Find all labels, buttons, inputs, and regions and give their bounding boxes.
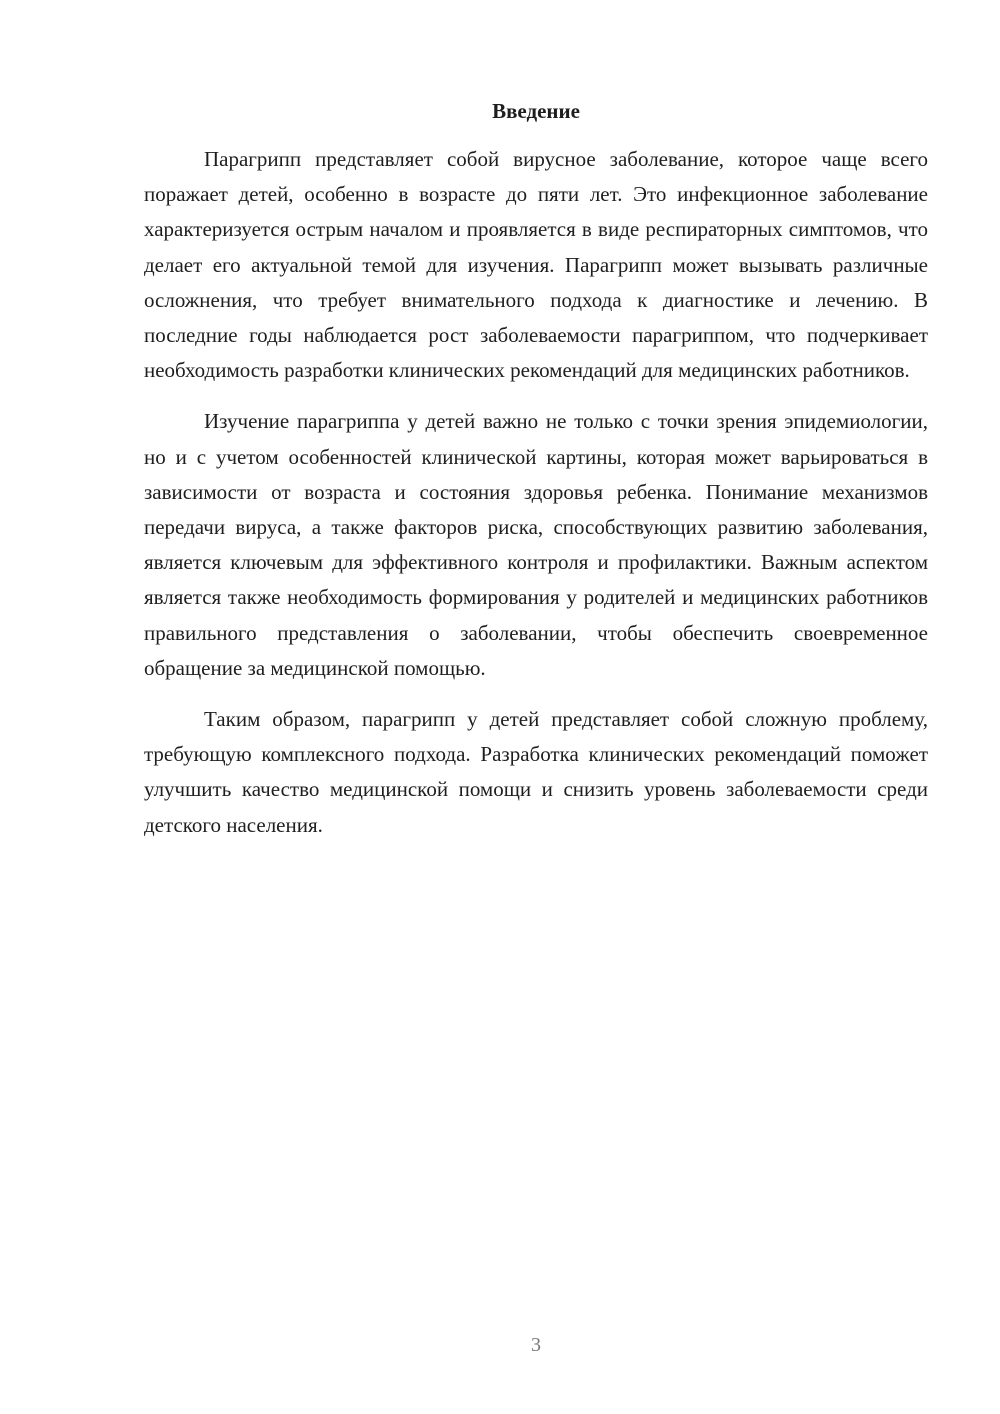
page-number: 3 [531,1334,541,1356]
paragraph-2: Изучение парагриппа у детей важно не только с точки зрения эпидемиологии, но и с учетом особенностей клинической картины, которая может варьироваться в зависимости от возраста и состояния здоровья ребенка. Понимание механизмов передачи вируса, а также факторов риска, способствующих развитию заболевания, является ключевым для эффективного контроля и профилактики. Важным аспектом является также необходимость формирования у родителей и медицинских работников правильного представления о заболевании, чтобы обеспечить своевременное обращение за медицинской помощью. [144,409,928,680]
page-content [144,94,928,859]
paragraph-3: Таким образом, парагрипп у детей представляет собой сложную проблему, требующую комплексного подхода. Разработка клинических рекомендаций поможет улучшить качество медицинской помощи и снизить уровень заболеваемости среди детского населения. [144,707,928,837]
paragraph-1: Парагрипп представляет собой вирусное заболевание, которое чаще всего поражает детей, особенно в возрасте до пяти лет. Это инфекционное заболевание характеризуется острым началом и проявляется в виде респираторных симптомов, что делает его актуальной темой для изучения. Парагрипп может вызывать различные осложнения, что требует внимательного подхода к диагностике и лечению. В последние годы наблюдается рост заболеваемости парагриппом, что подчеркивает необходимость разработки клинических рекомендаций для медицинских работников. [144,147,928,383]
section-heading: Введение [492,99,580,123]
